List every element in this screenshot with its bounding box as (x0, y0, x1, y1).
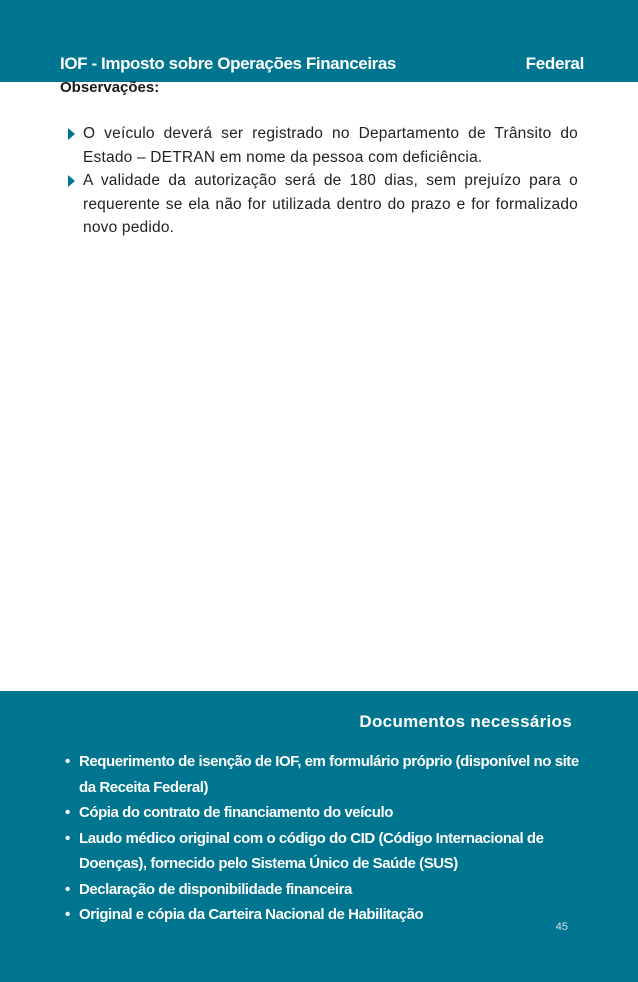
page-title: IOF - Imposto sobre Operações Financeiras (60, 54, 396, 73)
documents-heading: Documentos necessários (359, 712, 572, 731)
triangle-bullet-icon (68, 128, 75, 140)
scope-label: Federal (525, 54, 584, 73)
bullet-icon: • (65, 906, 70, 923)
bullet-icon: • (65, 753, 70, 770)
observation-text: O veículo deverá ser registrado no Departamento de Trânsito do Estado – DETRAN em nome da pessoa com deficiência. (83, 125, 578, 166)
document-item (64, 749, 584, 800)
document-text: Laudo médico original com o código do CID (Código Internacional de Doenças), fornecido pelo Sistema Único de Saúde (SUS) (79, 829, 544, 872)
document-item (64, 902, 584, 928)
observation-item (66, 169, 578, 240)
document-item (64, 800, 584, 826)
observations-heading: Observações: (60, 79, 160, 96)
documents-list (64, 749, 584, 928)
document-item (64, 826, 584, 877)
document-item (64, 877, 584, 903)
documents-panel (0, 691, 638, 982)
bullet-icon: • (65, 829, 70, 847)
observations-list (66, 122, 578, 240)
document-text: Cópia do contrato de financiamento do veículo (79, 804, 393, 821)
document-text: Original e cópia da Carteira Nacional de Habilitação (79, 906, 424, 923)
document-text: Requerimento de isenção de IOF, em formulário próprio (disponível no site da Receita Federal) (79, 753, 579, 796)
observation-item (66, 122, 578, 169)
bullet-icon: • (65, 804, 70, 821)
bullet-icon: • (65, 880, 70, 898)
triangle-bullet-icon (68, 175, 75, 187)
observation-text: A validade da autorização será de 180 dias, sem prejuízo para o requerente se ela não for utilizada dentro do prazo e for formalizado novo pedido. (83, 172, 578, 236)
document-text: Declaração de disponibilidade financeira (79, 880, 352, 898)
page-number: 45 (555, 921, 568, 933)
